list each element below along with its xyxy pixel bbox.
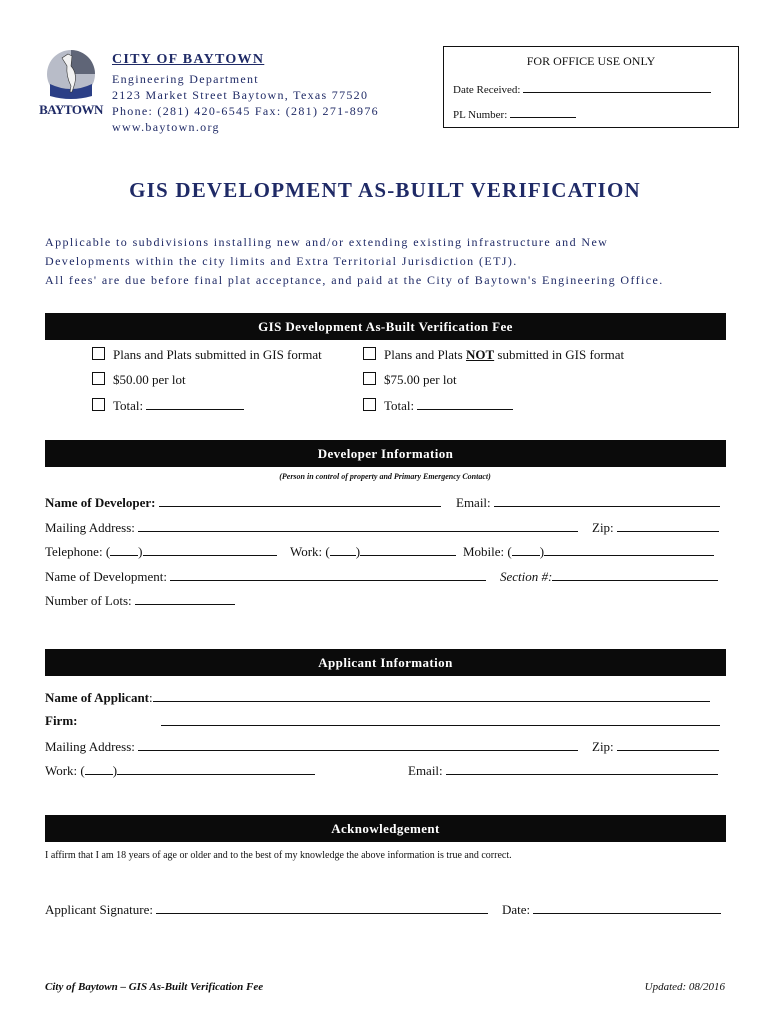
footer-updated: Updated: 08/2016 — [644, 981, 725, 993]
section-number-label: Section #: — [500, 569, 553, 584]
non-gis-rate-label: $75.00 per lot — [384, 372, 457, 387]
developer-email-label: Email: — [456, 495, 491, 510]
date-received-label: Date Received: — [453, 84, 521, 96]
date-received-field[interactable] — [523, 80, 711, 93]
developer-email-field[interactable] — [494, 494, 720, 507]
city-name: CITY OF BAYTOWN — [112, 52, 265, 67]
gis-total-label: Total: — [113, 398, 144, 413]
signature-date-label: Date: — [502, 902, 531, 917]
non-gis-total-label: Total: — [384, 398, 415, 413]
phone-fax: Phone: (281) 420-6545 Fax: (281) 271-8976 — [112, 104, 379, 118]
applicant-mailing-label: Mailing Address: — [45, 739, 135, 754]
fee-gis-total-row — [92, 397, 244, 414]
gis-rate-label: $50.00 per lot — [113, 372, 186, 387]
developer-note: (Person in control of property and Primary Emergency Contact) — [279, 472, 491, 481]
applicant-email-label: Email: — [408, 763, 443, 778]
development-name-field[interactable] — [170, 568, 486, 581]
street-address: 2123 Market Street Baytown, Texas 77520 — [112, 88, 369, 102]
fee-section-header: GIS Development As-Built Verification Fee — [45, 313, 726, 340]
developer-telephone-label: Telephone: ( — [45, 544, 111, 559]
developer-work-field[interactable] — [360, 543, 456, 556]
development-name-label: Name of Development: — [45, 569, 168, 584]
gis-total-field[interactable] — [146, 397, 244, 410]
fee-nongis-total-row — [363, 397, 513, 414]
developer-zip-label: Zip: — [592, 520, 614, 535]
non-gis-total-checkbox[interactable] — [363, 398, 376, 411]
acknowledgement-statement: I affirm that I am 18 years of age or older and to the best of my knowledge the above information is true and correct. — [45, 850, 512, 861]
applicant-zip-field[interactable] — [617, 738, 719, 751]
gis-format-checkbox[interactable] — [92, 347, 105, 360]
number-of-lots-field[interactable] — [135, 592, 235, 605]
city-logo — [38, 44, 104, 126]
intro-line-1: Applicable to subdivisions installing new and/or extending existing infrastructure and New — [45, 235, 609, 249]
developer-mobile-label: Mobile: ( — [463, 544, 512, 559]
fee-nongis-row — [363, 347, 624, 363]
office-use-box — [443, 46, 739, 128]
pl-number-label: PL Number: — [453, 109, 508, 121]
pl-number-field[interactable] — [510, 105, 576, 118]
office-use-title: FOR OFFICE USE ONLY — [526, 54, 656, 68]
non-gis-rate-checkbox[interactable] — [363, 372, 376, 385]
applicant-firm-label: Firm: — [45, 713, 78, 728]
applicant-name-field[interactable] — [153, 689, 710, 702]
non-gis-label-post: submitted in GIS format — [494, 347, 625, 362]
developer-work-area-field[interactable] — [330, 543, 356, 556]
non-gis-format-checkbox[interactable] — [363, 347, 376, 360]
applicant-zip-label: Zip: — [592, 739, 614, 754]
website-link[interactable]: www.baytown.org — [112, 120, 220, 134]
developer-zip-field[interactable] — [617, 519, 719, 532]
non-gis-total-field[interactable] — [417, 397, 513, 410]
number-of-lots-label: Number of Lots: — [45, 593, 132, 608]
fee-gis-row — [92, 347, 322, 363]
applicant-section-header: Applicant Information — [45, 649, 726, 676]
developer-name-label: Name of Developer: — [45, 495, 156, 510]
form-title: GIS DEVELOPMENT AS-BUILT VERIFICATION — [129, 178, 641, 202]
signature-date-field[interactable] — [533, 901, 721, 914]
fee-gis-rate-row — [92, 372, 186, 388]
logo-wordmark: BAYTOWN — [39, 102, 103, 117]
gis-total-checkbox[interactable] — [92, 398, 105, 411]
intro-line-2: Developments within the city limits and Extra Territorial Jurisdiction (ETJ). — [45, 254, 518, 268]
developer-telephone-area-field[interactable] — [110, 543, 138, 556]
applicant-email-field[interactable] — [446, 762, 718, 775]
developer-work-label: Work: ( — [290, 544, 330, 559]
gis-rate-checkbox[interactable] — [92, 372, 105, 385]
signature-label: Applicant Signature: — [45, 902, 153, 917]
developer-mailing-label: Mailing Address: — [45, 520, 135, 535]
section-number-field[interactable] — [552, 568, 718, 581]
dept-name: Engineering Department — [112, 72, 259, 86]
applicant-work-label: Work: ( — [45, 763, 85, 778]
footer-title: City of Baytown – GIS As-Built Verification Fee — [45, 981, 264, 993]
developer-mobile-area-field[interactable] — [512, 543, 540, 556]
developer-section-header: Developer Information — [45, 440, 726, 467]
applicant-firm-field[interactable] — [161, 713, 720, 726]
signature-field[interactable] — [156, 901, 488, 914]
acknowledgement-section-header: Acknowledgement — [45, 815, 726, 842]
non-gis-label-pre: Plans and Plats — [384, 347, 466, 362]
applicant-name-label: Name of Applicant — [45, 690, 149, 705]
intro-line-3: All fees' are due before final plat acceptance, and paid at the City of Baytown's Engineering Office. — [45, 273, 664, 287]
applicant-mailing-field[interactable] — [138, 738, 578, 751]
developer-mobile-field[interactable] — [544, 543, 714, 556]
gis-format-label: Plans and Plats submitted in GIS format — [113, 347, 322, 362]
applicant-work-area-field[interactable] — [85, 762, 113, 775]
developer-name-field[interactable] — [159, 494, 441, 507]
fee-nongis-rate-row — [363, 372, 457, 388]
developer-mailing-field[interactable] — [138, 519, 578, 532]
non-gis-label-not: NOT — [465, 347, 495, 362]
developer-telephone-field[interactable] — [143, 543, 277, 556]
applicant-work-field[interactable] — [117, 762, 315, 775]
